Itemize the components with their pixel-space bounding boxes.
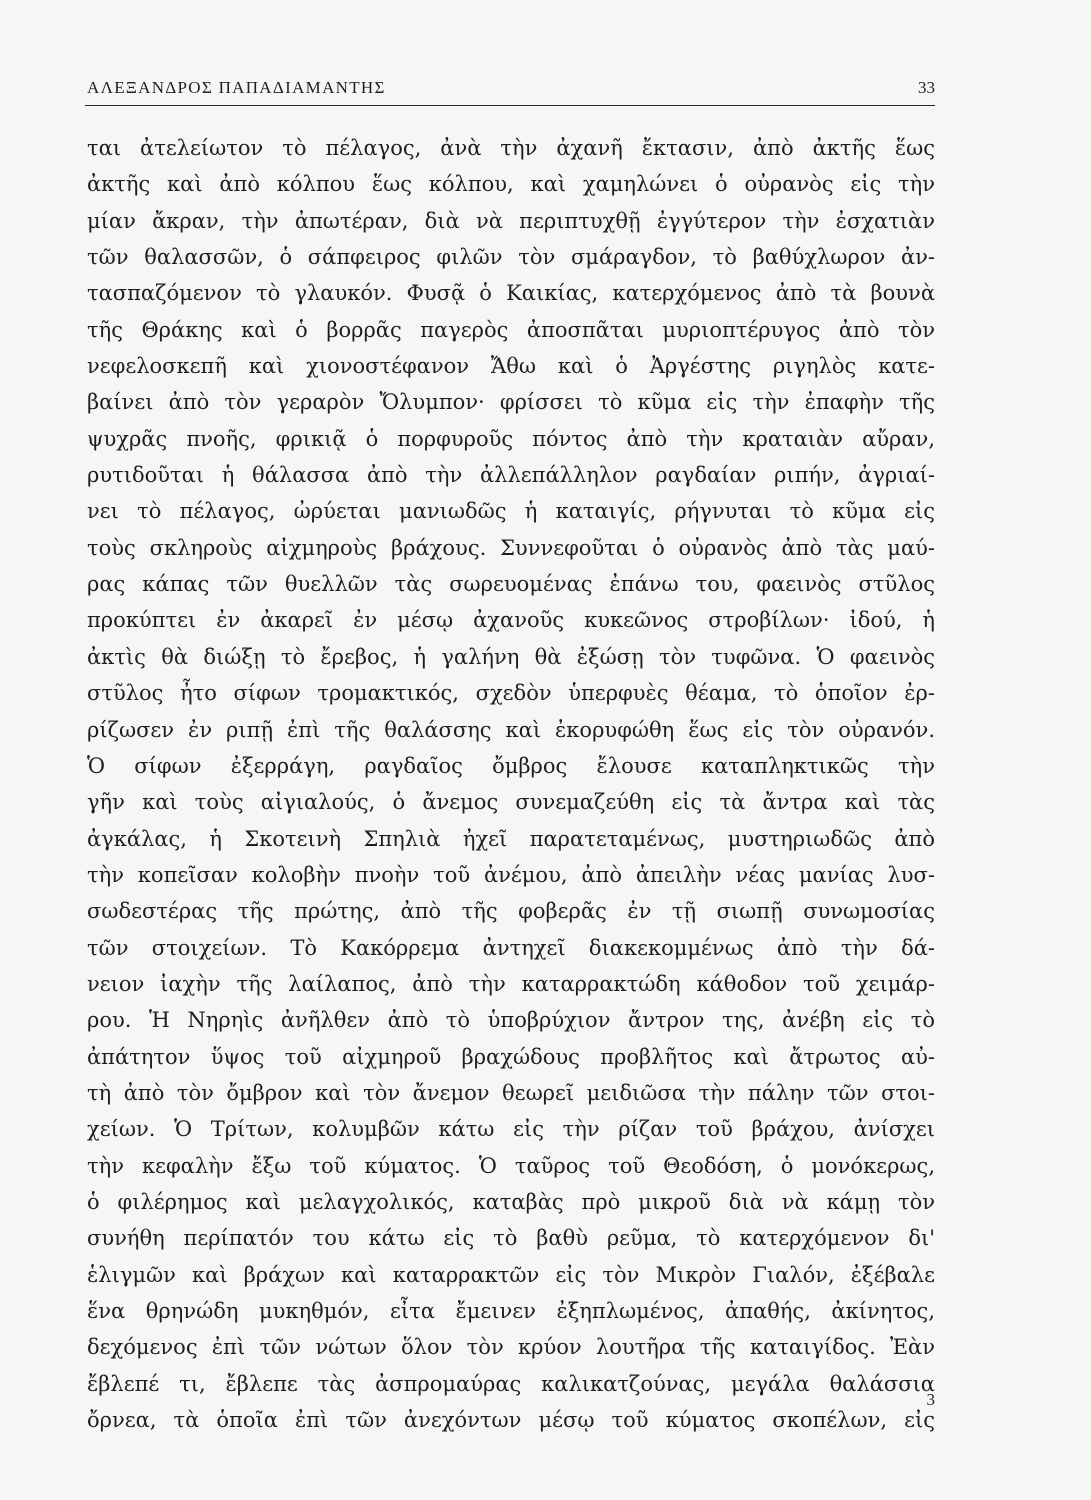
text-line: τὴν κοπεῖσαν κολοβὴν πνοὴν τοῦ ἀνέμου, ἀπὸ ἀπειλὴν νέας μανίας λυσ- <box>87 862 935 887</box>
text-line: τῆς Θράκης καὶ ὁ βορρᾶς παγερὸς ἀποσπᾶται μυριοπτέρυγος ἀπὸ τὸν <box>87 317 935 342</box>
text-line: ψυχρᾶς πνοῆς, φρικιᾷ ὁ πορφυροῦς πόντος ἀπὸ τὴν κραταιὰν αὔραν, <box>87 426 935 451</box>
text-line: νει τὸ πέλαγος, ὠρύεται μανιωδῶς ἡ καταιγίς, ρήγνυται τὸ κῦμα εἰς <box>87 499 935 524</box>
running-head <box>87 78 935 102</box>
text-line: τῶν στοιχείων. Τὸ Κακόρρεμα ἀντηχεῖ διακεκομμένως ἀπὸ τὴν δά- <box>87 935 935 960</box>
signature-mark: 3 <box>926 1390 935 1409</box>
text-line: νειον ἰαχὴν τῆς λαίλαπος, ἀπὸ τὴν καταρρακτώδη κάθοδον τοῦ χειμάρ- <box>87 971 935 996</box>
text-line: ἀκτὶς θὰ διώξῃ τὸ ἔρεβος, ἡ γαλήνη θὰ ἐξώσῃ τὸν τυφῶνα. Ὁ φαεινὸς <box>87 644 935 669</box>
text-line: ὁ φιλέρημος καὶ μελαγχολικός, καταβὰς πρὸ μικροῦ διὰ νὰ κάμῃ τὸν <box>87 1189 935 1214</box>
text-line: τὴν κεφαλὴν ἔξω τοῦ κύματος. Ὁ ταῦρος τοῦ Θεοδόση, ὁ μονόκερως, <box>87 1153 935 1178</box>
running-head-author: ΑΛΕΞΑΝΔΡΟΣ ΠΑΠΑΔΙΑΜΑΝΤΗΣ <box>87 78 386 97</box>
text-line: τασπαζόμενον τὸ γλαυκόν. Φυσᾷ ὁ Καικίας, κατερχόμενος ἀπὸ τὰ βουνὰ <box>87 281 935 306</box>
text-line: προκύπτει ἐν ἀκαρεῖ ἐν μέσῳ ἀχανοῦς κυκεῶνος στροβίλων· ἰδού, ἡ <box>87 608 935 633</box>
header-rule <box>85 105 935 106</box>
text-line: χείων. Ὁ Τρίτων, κολυμβῶν κάτω εἰς τὴν ρίζαν τοῦ βράχου, ἀνίσχει <box>87 1117 935 1142</box>
text-line: συνήθη περίπατόν του κάτω εἰς τὸ βαθὺ ρεῦμα, τὸ κατερχόμενον δι' <box>87 1226 935 1251</box>
text-line: ρου. Ἡ Νηρηὶς ἀνῆλθεν ἀπὸ τὸ ὑποβρύχιον ἄντρον της, ἀνέβη εἰς τὸ <box>87 1008 935 1033</box>
text-line: στῦλος ἦτο σίφων τρομακτικός, σχεδὸν ὑπερφυὲς θέαμα, τὸ ὁποῖον ἐρ- <box>87 681 935 706</box>
text-line: ἕνα θρηνώδη μυκηθμόν, εἶτα ἔμεινεν ἐξηπλωμένος, ἀπαθής, ἀκίνητος, <box>87 1299 935 1323</box>
text-line: βαίνει ἀπὸ τὸν γεραρὸν Ὄλυμπον· φρίσσει τὸ κῦμα εἰς τὴν ἐπαφὴν τῆς <box>87 390 935 415</box>
text-line: ἑλιγμῶν καὶ βράχων καὶ καταρρακτῶν εἰς τὸν Μικρὸν Γιαλόν, ἐξέβαλε <box>87 1262 935 1287</box>
text-line: μίαν ἄκραν, τὴν ἀπωτέραν, διὰ νὰ περιπτυχθῇ ἐγγύτερον τὴν ἐσχατιὰν <box>87 208 935 233</box>
text-line: τὴ ἀπὸ τὸν ὄμβρον καὶ τὸν ἄνεμον θεωρεῖ μειδιῶσα τὴν πάλην τῶν στοι- <box>87 1080 935 1105</box>
text-line: ἀκτῆς καὶ ἀπὸ κόλπου ἕως κόλπου, καὶ χαμηλώνει ὁ οὐρανὸς εἰς τὴν <box>87 172 935 197</box>
text-line: ρας κάπας τῶν θυελλῶν τὰς σωρευομένας ἐπάνω του, φαεινὸς στῦλος <box>87 572 935 597</box>
page-number: 33 <box>918 78 935 97</box>
text-line: ρίζωσεν ἐν ριπῇ ἐπὶ τῆς θαλάσσης καὶ ἐκορυφώθη ἕως εἰς τὸν οὐρανόν. <box>87 717 935 742</box>
text-line: δεχόμενος ἐπὶ τῶν νώτων ὅλον τὸν κρύον λουτῆρα τῆς καταιγίδος. Ἐὰν <box>87 1335 935 1360</box>
text-line: ρυτιδοῦται ἡ θάλασσα ἀπὸ τὴν ἀλλεπάλληλον ραγδαίαν ριπήν, ἀγριαί- <box>87 463 935 488</box>
text-line: γῆν καὶ τοὺς αἰγιαλούς, ὁ ἄνεμος συνεμαζεύθη εἰς τὰ ἄντρα καὶ τὰς <box>87 790 935 815</box>
text-line: ἀγκάλας, ἡ Σκοτεινὴ Σπηλιὰ ἠχεῖ παρατεταμένως, μυστηριωδῶς ἀπὸ <box>87 826 935 851</box>
text-line: νεφελοσκεπῆ καὶ χιονοστέφανον Ἄθω καὶ ὁ Ἀργέστης ριγηλὸς κατε- <box>87 354 935 379</box>
text-line: σωδεστέρας τῆς πρώτης, ἀπὸ τῆς φοβερᾶς ἐν τῇ σιωπῇ συνωμοσίας <box>87 899 935 924</box>
text-line: ἀπάτητον ὕψος τοῦ αἰχμηροῦ βραχώδους προβλῆτος καὶ ἄτρωτος αὐ- <box>87 1044 935 1069</box>
text-line: ἔβλεπέ τι, ἔβλεπε τὰς ἀσπρομαύρας καλικατζούνας, μεγάλα θαλάσσια <box>87 1371 935 1396</box>
text-line: τῶν θαλασσῶν, ὁ σάπφειρος φιλῶν τὸν σμάραγδον, τὸ βαθύχλωρον ἀν- <box>87 245 935 270</box>
text-line: ται ἀτελείωτον τὸ πέλαγος, ἀνὰ τὴν ἀχανῆ ἔκτασιν, ἀπὸ ἀκτῆς ἕως <box>87 136 935 160</box>
text-line: Ὁ σίφων ἐξερράγη, ραγδαῖος ὄμβρος ἔλουσε καταπληκτικῶς τὴν <box>87 753 935 778</box>
text-line: τοὺς σκληροὺς αἰχμηροὺς βράχους. Συννεφοῦται ὁ οὐρανὸς ἀπὸ τὰς μαύ- <box>87 535 935 560</box>
body-text <box>87 130 935 1438</box>
text-line: ὄρνεα, τὰ ὁποῖα ἐπὶ τῶν ἀνεχόντων μέσῳ τοῦ κύματος σκοπέλων, εἰς <box>87 1408 935 1433</box>
